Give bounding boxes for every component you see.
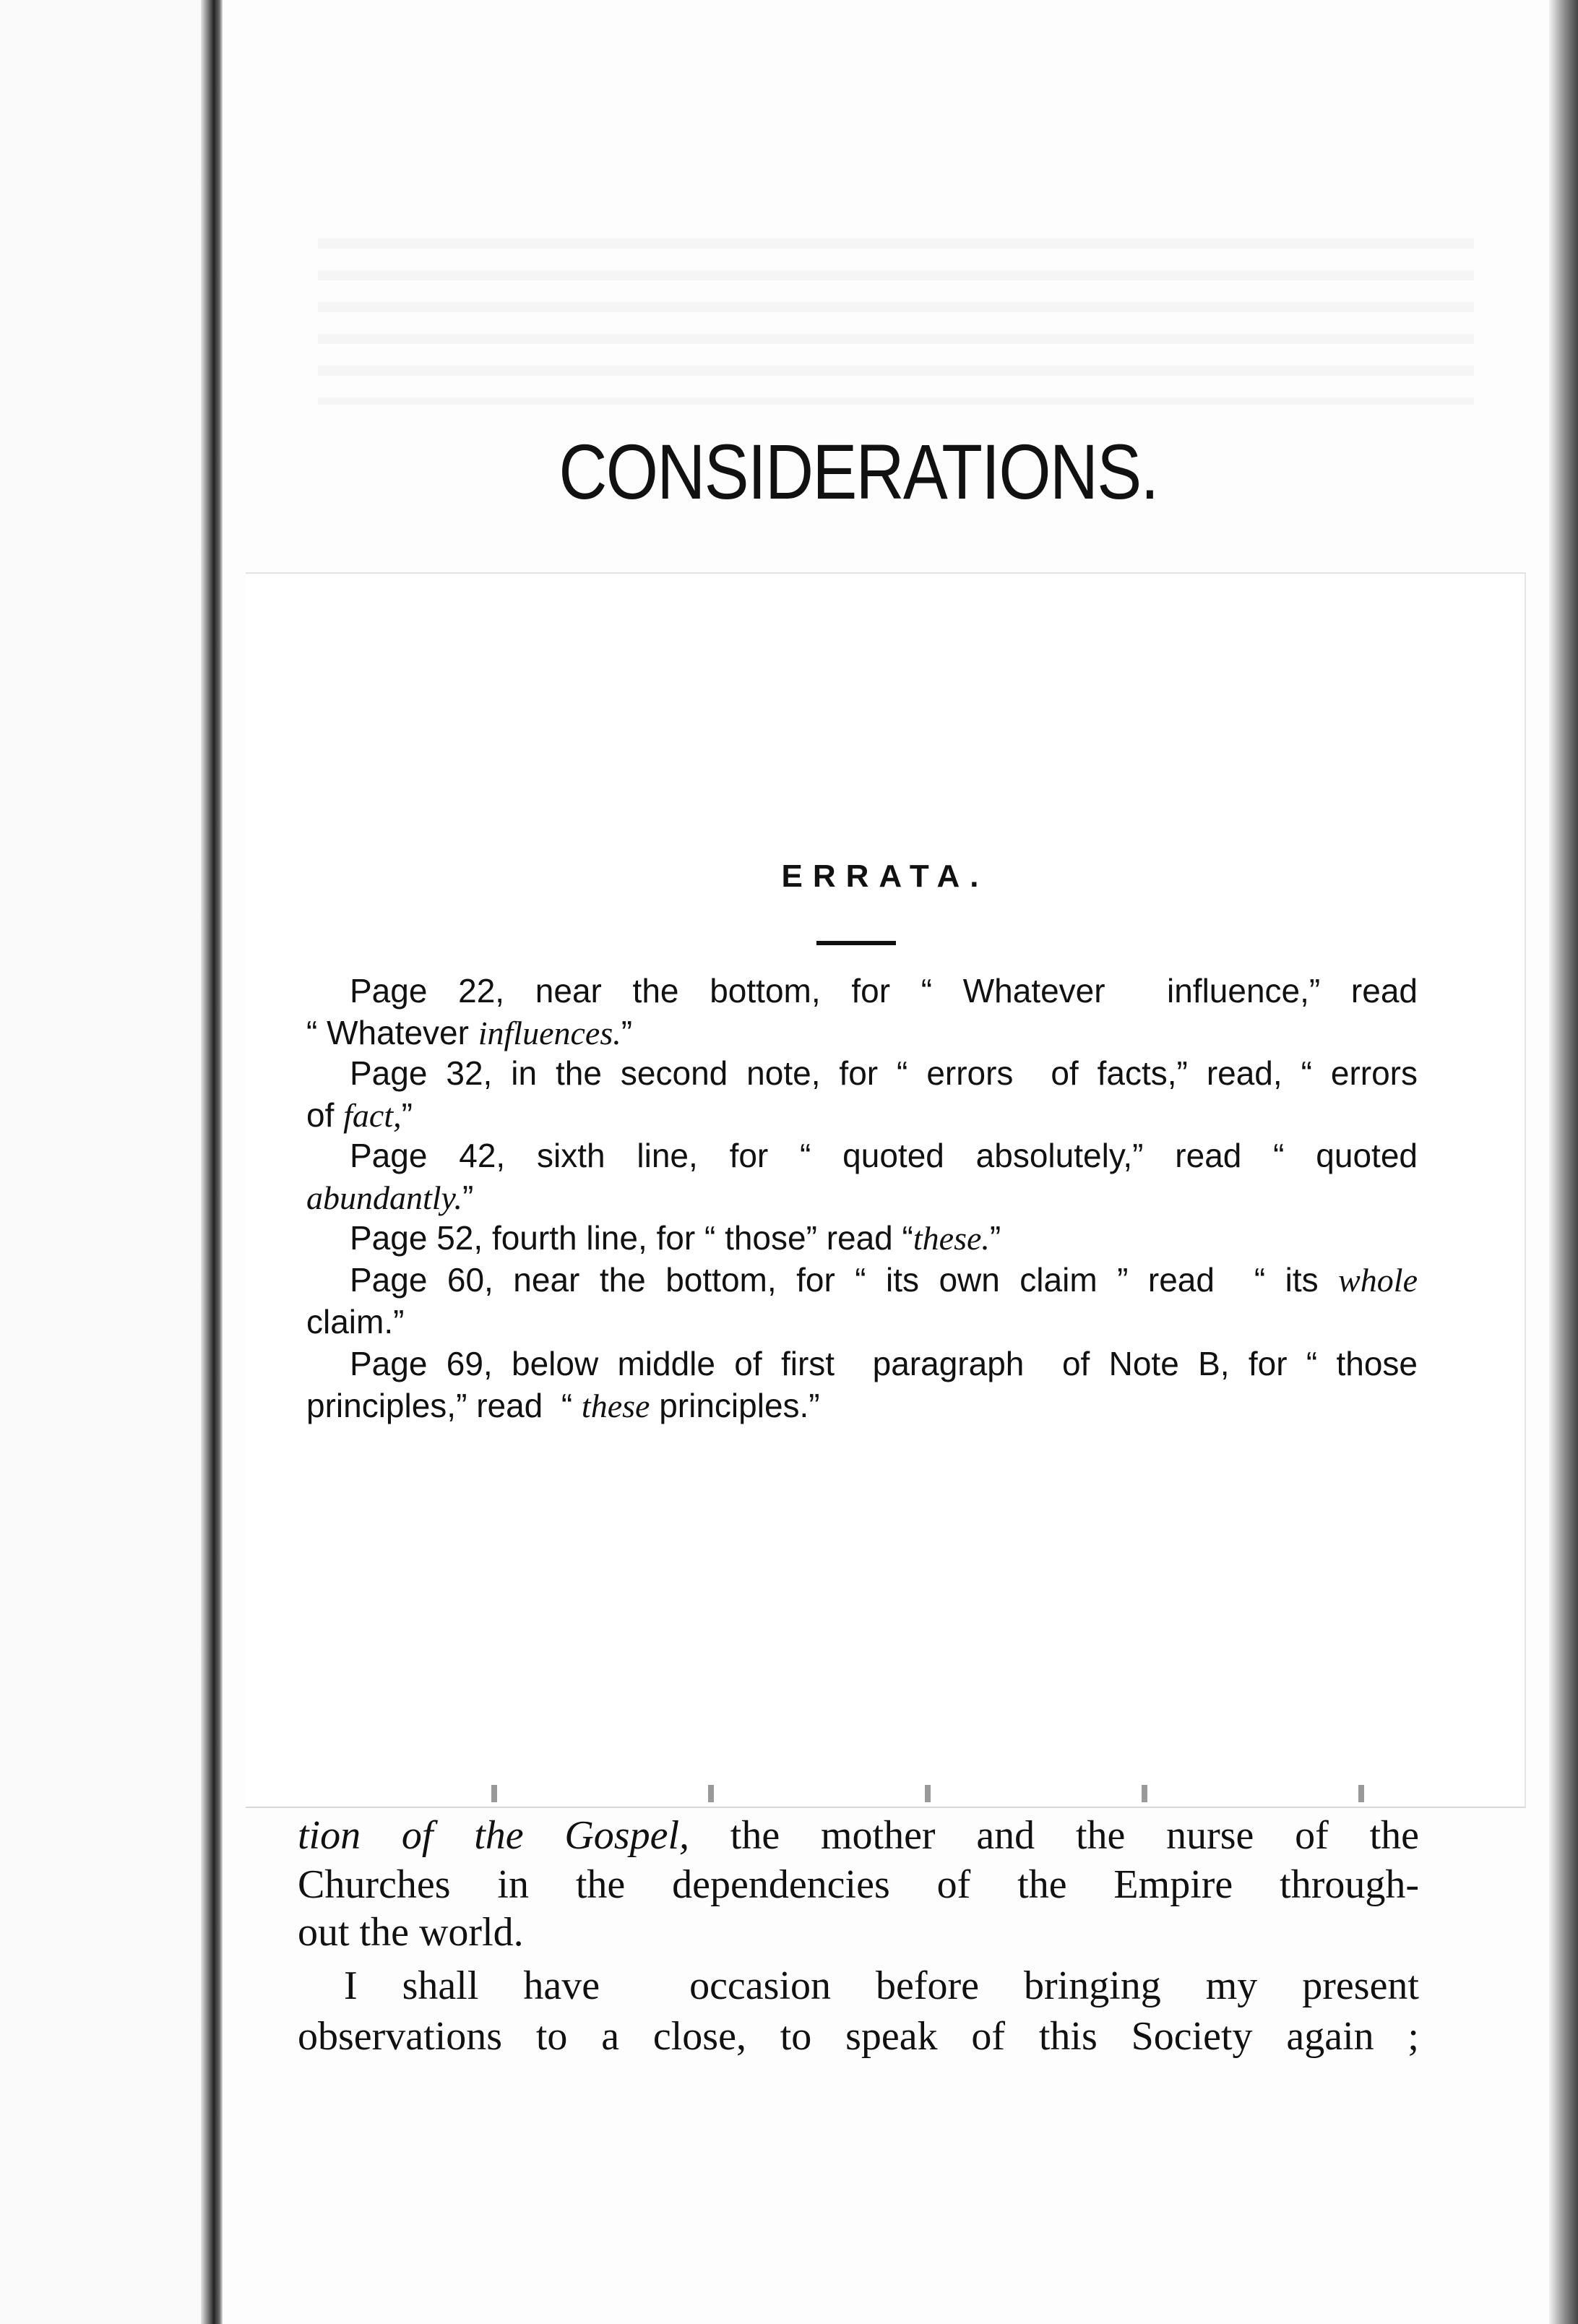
text-segment: principles,” read “ [306,1387,582,1424]
body-line [298,2012,1419,2061]
text-segment: Page 52, fourth line, for “ those” read “ [350,1219,913,1257]
text-segment: fact, [343,1097,402,1134]
text-segment: the mother and the nurse of the [689,1813,1419,1858]
text-segment: I shall have occasion before bringing my present [344,1963,1419,2008]
torn-text-fragment [405,1785,1416,1802]
text-segment: observations to a close, to speak of this Society again ; [298,2014,1419,2059]
text-segment: abundantly. [306,1179,462,1216]
text-segment: tion of the Gospel, [298,1813,690,1858]
text-segment: these. [913,1220,990,1257]
text-segment: “ Whatever [306,1014,478,1051]
body-line [298,1811,1419,1860]
text-segment: these [581,1387,650,1424]
errata-slip [246,572,1526,1808]
errata-rule [816,941,896,945]
text-segment: ” [989,1219,1001,1257]
text-segment: out the world. [298,1910,524,1955]
facing-page-edge [0,0,202,2324]
text-segment: of [306,1096,344,1134]
body-line [298,1860,1419,1909]
text-segment: ” [401,1096,413,1134]
errata-heading: ERRATA. [781,858,989,894]
text-segment: principles.” [650,1387,820,1424]
text-segment: influences. [478,1015,621,1051]
body-line [298,1908,1419,1957]
text-segment: claim.” [306,1303,405,1340]
book-gutter [201,0,223,2324]
text-segment: Page 69, below middle of first paragraph of Note B, for “ those [350,1345,1418,1382]
text-segment: whole [1338,1262,1418,1299]
text-segment: ” [621,1014,633,1051]
text-segment: Churches in the dependencies of the Empire through- [298,1862,1419,1907]
page-edge-right [1549,0,1578,2324]
text-segment: Page 32, in the second note, for “ errors of facts,” read, “ errors [350,1054,1418,1092]
text-segment: Page 60, near the bottom, for “ its own claim ” read “ its [350,1261,1339,1299]
show-through-text [318,217,1474,405]
text-segment: Page 42, sixth line, for “ quoted absolutely,” read “ quoted [350,1137,1418,1174]
page-title: CONSIDERATIONS. [559,428,1158,515]
text-segment: ” [462,1179,474,1216]
text-segment: Page 22, near the bottom, for “ Whatever influence,” read [350,972,1418,1010]
body-line [298,1961,1419,2010]
